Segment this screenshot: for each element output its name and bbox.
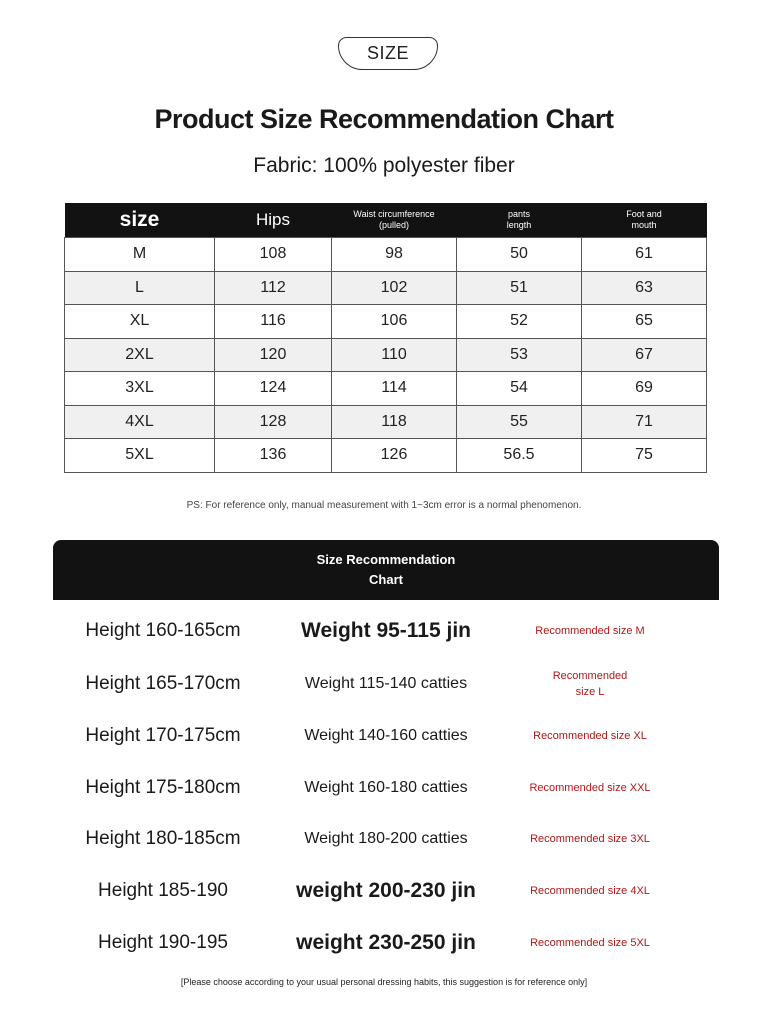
fabric-subtitle: Fabric: 100% polyester fiber bbox=[253, 154, 515, 177]
cell-waist: 110 bbox=[332, 338, 457, 372]
header-foot-mouth: Foot and mouth bbox=[582, 203, 707, 238]
cell-foot-mouth: 71 bbox=[582, 405, 707, 439]
table-row bbox=[65, 439, 707, 473]
cell-foot-mouth: 69 bbox=[582, 372, 707, 406]
recommendation-row bbox=[0, 763, 768, 813]
page-title: Product Size Recommendation Chart bbox=[154, 104, 614, 134]
recommended-size: Recommended size 3XL bbox=[530, 833, 650, 845]
cell-pants-length: 50 bbox=[457, 238, 582, 272]
size-table-header-row bbox=[65, 203, 707, 238]
recommended-size: Recommended size 4XL bbox=[530, 885, 650, 897]
cell-size: M bbox=[65, 238, 215, 272]
table-row bbox=[65, 405, 707, 439]
recommendation-row bbox=[0, 918, 768, 968]
cell-pants-length: 54 bbox=[457, 372, 582, 406]
cell-hips: 116 bbox=[215, 305, 332, 339]
height-range: Height 190-195 bbox=[98, 932, 228, 953]
weight-range: Weight 160-180 catties bbox=[304, 779, 468, 796]
recommended-size: Recommended size XL bbox=[533, 730, 647, 742]
cell-hips: 128 bbox=[215, 405, 332, 439]
cell-foot-mouth: 67 bbox=[582, 338, 707, 372]
size-badge: SIZE bbox=[338, 37, 438, 70]
cell-size: 5XL bbox=[65, 439, 215, 473]
cell-waist: 98 bbox=[332, 238, 457, 272]
cell-foot-mouth: 65 bbox=[582, 305, 707, 339]
weight-range: Weight 180-200 catties bbox=[304, 830, 468, 847]
cell-hips: 112 bbox=[215, 271, 332, 305]
cell-foot-mouth: 75 bbox=[582, 439, 707, 473]
cell-foot-mouth: 63 bbox=[582, 271, 707, 305]
recommendation-row bbox=[0, 866, 768, 916]
recommendation-row bbox=[0, 659, 768, 709]
cell-waist: 118 bbox=[332, 405, 457, 439]
weight-range: weight 200-230 jin bbox=[296, 879, 476, 902]
height-range: Height 180-185cm bbox=[85, 828, 241, 849]
weight-range: Weight 140-160 catties bbox=[304, 727, 468, 744]
table-row bbox=[65, 238, 707, 272]
cell-hips: 108 bbox=[215, 238, 332, 272]
footnote: [Please choose according to your usual personal dressing habits, this suggestion is for reference only] bbox=[180, 977, 588, 987]
weight-range: Weight 95-115 jin bbox=[301, 619, 471, 642]
recommendation-header-title: Size Recommendation Chart bbox=[316, 552, 456, 587]
cell-waist: 102 bbox=[332, 271, 457, 305]
weight-range: Weight 115-140 catties bbox=[304, 675, 468, 692]
recommendation-row bbox=[0, 711, 768, 761]
cell-pants-length: 52 bbox=[457, 305, 582, 339]
height-range: Height 185-190 bbox=[98, 880, 228, 901]
table-row bbox=[65, 338, 707, 372]
height-range: Height 160-165cm bbox=[85, 620, 241, 641]
cell-hips: 120 bbox=[215, 338, 332, 372]
cell-waist: 106 bbox=[332, 305, 457, 339]
cell-size: XL bbox=[65, 305, 215, 339]
cell-waist: 114 bbox=[332, 372, 457, 406]
cell-pants-length: 56.5 bbox=[457, 439, 582, 473]
cell-foot-mouth: 61 bbox=[582, 238, 707, 272]
header-hips: Hips bbox=[215, 203, 332, 238]
cell-size: 2XL bbox=[65, 338, 215, 372]
recommended-size: Recommended size XXL bbox=[529, 782, 651, 794]
weight-range: weight 230-250 jin bbox=[296, 931, 476, 954]
cell-pants-length: 51 bbox=[457, 271, 582, 305]
table-row bbox=[65, 271, 707, 305]
cell-size: 3XL bbox=[65, 372, 215, 406]
cell-hips: 124 bbox=[215, 372, 332, 406]
table-row bbox=[65, 372, 707, 406]
header-waist: Waist circumference (pulled) bbox=[332, 203, 457, 238]
recommendation-row bbox=[0, 606, 768, 656]
header-pants-length: pants length bbox=[457, 203, 582, 238]
cell-size: 4XL bbox=[65, 405, 215, 439]
size-table bbox=[64, 203, 707, 473]
header-size: size bbox=[65, 203, 215, 238]
recommended-size: Recommended size 5XL bbox=[530, 937, 650, 949]
measurement-note: PS: For reference only, manual measurement with 1~3cm error is a normal phenomenon. bbox=[186, 500, 582, 511]
cell-pants-length: 53 bbox=[457, 338, 582, 372]
cell-hips: 136 bbox=[215, 439, 332, 473]
recommendation-row bbox=[0, 814, 768, 864]
height-range: Height 170-175cm bbox=[85, 725, 241, 746]
height-range: Height 165-170cm bbox=[85, 673, 241, 694]
recommendation-header bbox=[53, 540, 719, 600]
recommended-size: Recommended size L bbox=[552, 670, 628, 698]
height-range: Height 175-180cm bbox=[85, 777, 241, 798]
cell-waist: 126 bbox=[332, 439, 457, 473]
table-row bbox=[65, 305, 707, 339]
cell-size: L bbox=[65, 271, 215, 305]
cell-pants-length: 55 bbox=[457, 405, 582, 439]
recommended-size: Recommended size M bbox=[535, 625, 645, 637]
